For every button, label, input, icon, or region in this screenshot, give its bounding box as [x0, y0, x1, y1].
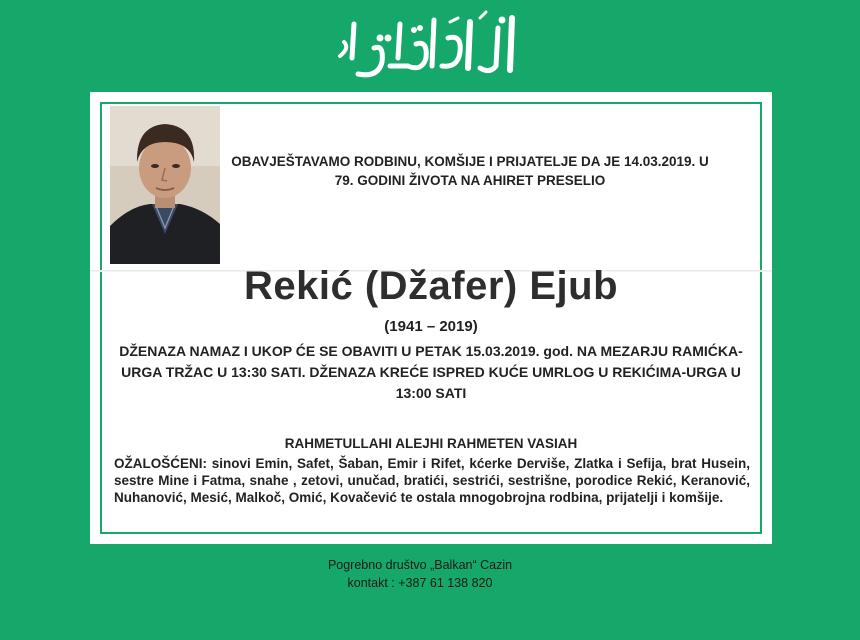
announcement-intro: OBAVJEŠTAVAMO RODBINU, KOMŠIJE I PRIJATELJE DA JE 14.03.2019. U 79. GODINI ŽIVOTA NA AHIRET PRESELIO: [231, 154, 709, 188]
life-years: (1941 – 2019): [384, 318, 478, 335]
funeral-details: DŽENAZA NAMAZ I UKOP ĆE SE OBAVITI U PETAK 15.03.2019. god. NA MEZARJU RAMIĆKA-URGA TRŽAC U 13:30 SATI. DŽENAZA KREĆE ISPRED KUĆE UMRLOG U REKIĆIMA-URGA U 13:00 SATI: [119, 343, 743, 401]
arabic-calligraphy-icon: [330, 8, 530, 88]
obituary-card: [90, 92, 772, 544]
deceased-portrait-photo: [110, 106, 220, 264]
funeral-company: Pogrebno društvo „Balkan“ Cazin: [327, 558, 513, 572]
blessing-text: RAHMETULLAHI ALEJHI RAHMETEN VASIAH: [284, 436, 578, 451]
mourners-list: OŽALOŠĆENI: sinovi Emin, Safet, Šaban, Emir i Rifet, kćerke Derviše, Zlatka i Sefija, brat Husein, sestre Mine i Fatma, snahe , zetovi, unučad, bratići, sestrići, sestrišne, porodice Rekić, Keranović, Nuhanović, Mesić, Malkoč, Omić, Kovačević te ostala mnogobrojna rodbina, prijatelji i komšije.: [114, 456, 750, 505]
contact-phone: kontakt : +387 61 138 820: [347, 576, 493, 590]
deceased-name: Rekić (Džafer) Ejub: [243, 264, 619, 308]
